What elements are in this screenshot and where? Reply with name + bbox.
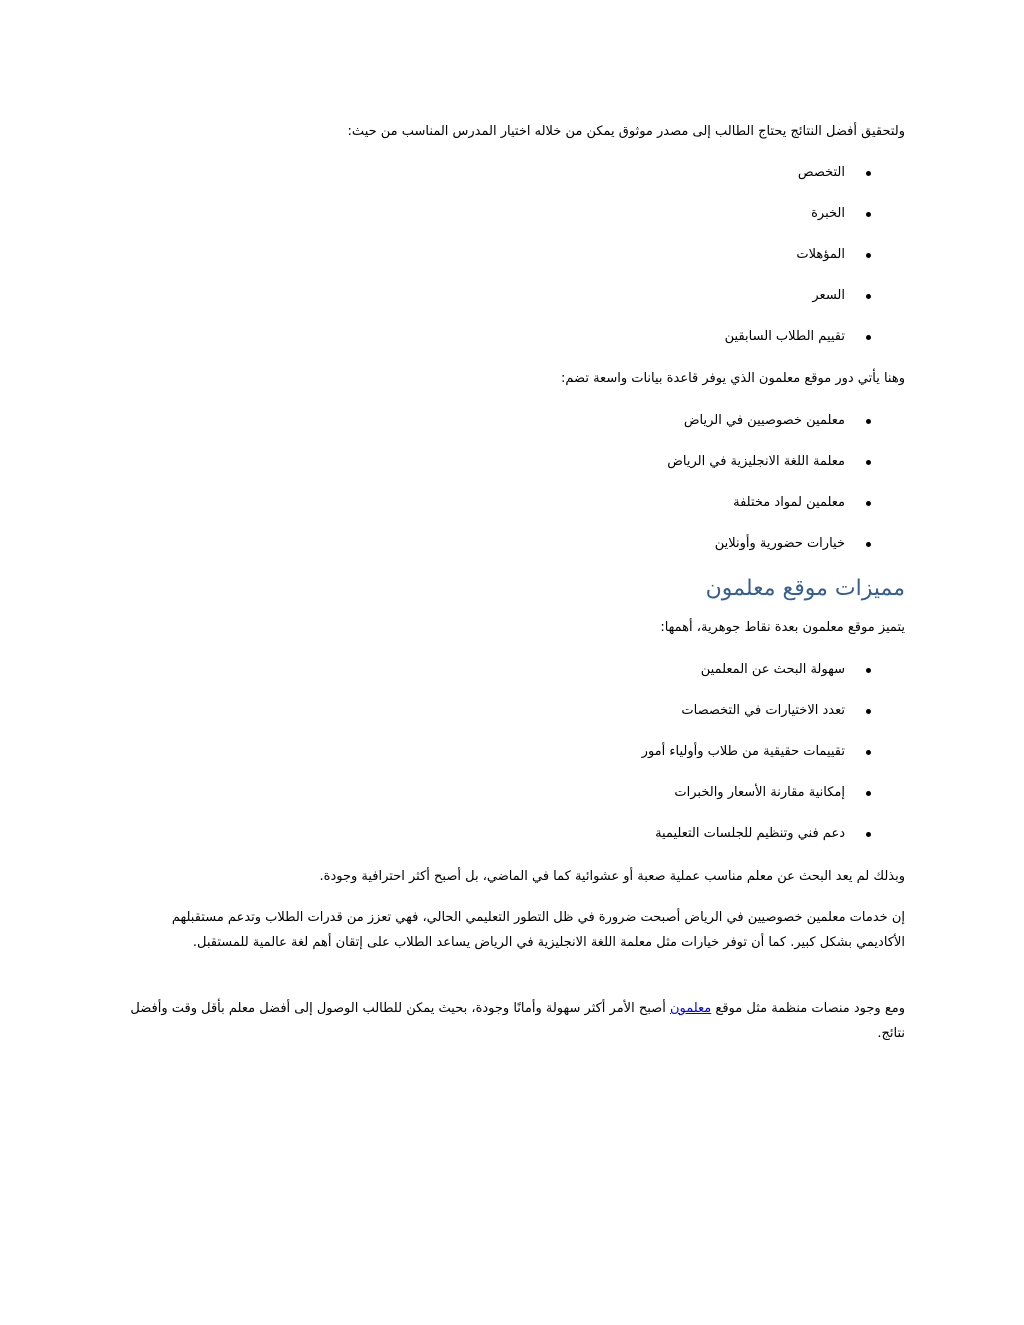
services-paragraph: إن خدمات معلمين خصوصيين في الرياض أصبحت ضرورة في ظل التطور التعليمي الحالي، فهي تعزز من قدرات الطلاب وتدعم مستقبلهم الأكاديمي بشكل كبير. كما أن توفر خيارات مثل معلمة اللغة الانجليزية في الرياض يساعد الطلاب على إتقان أهم لغة عالمية للمستقبل. — [171, 910, 905, 950]
bullet-icon — [866, 460, 871, 465]
bullet-icon — [866, 212, 871, 217]
list-item: السعر — [812, 288, 845, 303]
list-item: معلمة اللغة الانجليزية في الرياض — [667, 454, 845, 469]
section-heading: مميزات موقع معلمون — [705, 576, 905, 601]
paragraph-text: ومع وجود منصات منظمة مثل موقع — [711, 1001, 905, 1016]
bullet-icon — [866, 294, 871, 299]
paragraph-text: أصبح الأمر أكثر سهولة وأمانًا وجودة، بحيث يمكن للطالب الوصول إلى أفضل معلم بأقل وقت وأفضل نتائج. — [130, 1001, 905, 1041]
bullet-icon — [866, 750, 871, 755]
list-item: تعدد الاختيارات في التخصصات — [681, 703, 845, 718]
bullet-icon — [866, 668, 871, 673]
intro-paragraph: ولتحقيق أفضل النتائج يحتاج الطالب إلى مصدر موثوق يمكن من خلاله اختيار المدرس المناسب من حيث: — [347, 124, 905, 139]
bullet-icon — [866, 501, 871, 506]
platform-paragraph — [125, 996, 905, 1046]
bullet-icon — [866, 419, 871, 424]
list-item: سهولة البحث عن المعلمين — [700, 662, 845, 677]
moalemoon-link[interactable]: معلمون — [669, 1001, 712, 1016]
list-item: معلمين لمواد مختلفة — [733, 495, 845, 510]
bullet-icon — [866, 709, 871, 714]
list-item: معلمين خصوصيين في الرياض — [683, 413, 845, 428]
list-item: تقييمات حقيقية من طلاب وأولياء أمور — [641, 744, 845, 759]
list-item: التخصص — [797, 165, 845, 180]
list-item: خيارات حضورية وأونلاين — [714, 536, 845, 551]
list-item: الخبرة — [811, 206, 845, 221]
conclusion-paragraph: وبذلك لم يعد البحث عن معلم مناسب عملية صعبة أو عشوائية كما في الماضي، بل أصبح أكثر احترافية وجودة. — [319, 869, 905, 884]
list-item: المؤهلات — [796, 247, 845, 262]
bullet-icon — [866, 171, 871, 176]
list-item: تقييم الطلاب السابقين — [724, 329, 845, 344]
bullet-icon — [866, 253, 871, 258]
list-item: دعم فني وتنظيم للجلسات التعليمية — [655, 826, 845, 841]
list-item: إمكانية مقارنة الأسعار والخبرات — [674, 785, 845, 800]
features-intro-paragraph: يتميز موقع معلمون بعدة نقاط جوهرية، أهمها: — [660, 620, 905, 635]
bullet-icon — [866, 542, 871, 547]
bullet-icon — [866, 335, 871, 340]
role-intro-paragraph: وهنا يأتي دور موقع معلمون الذي يوفر قاعدة بيانات واسعة تضم: — [561, 371, 905, 386]
bullet-icon — [866, 832, 871, 837]
bullet-icon — [866, 791, 871, 796]
